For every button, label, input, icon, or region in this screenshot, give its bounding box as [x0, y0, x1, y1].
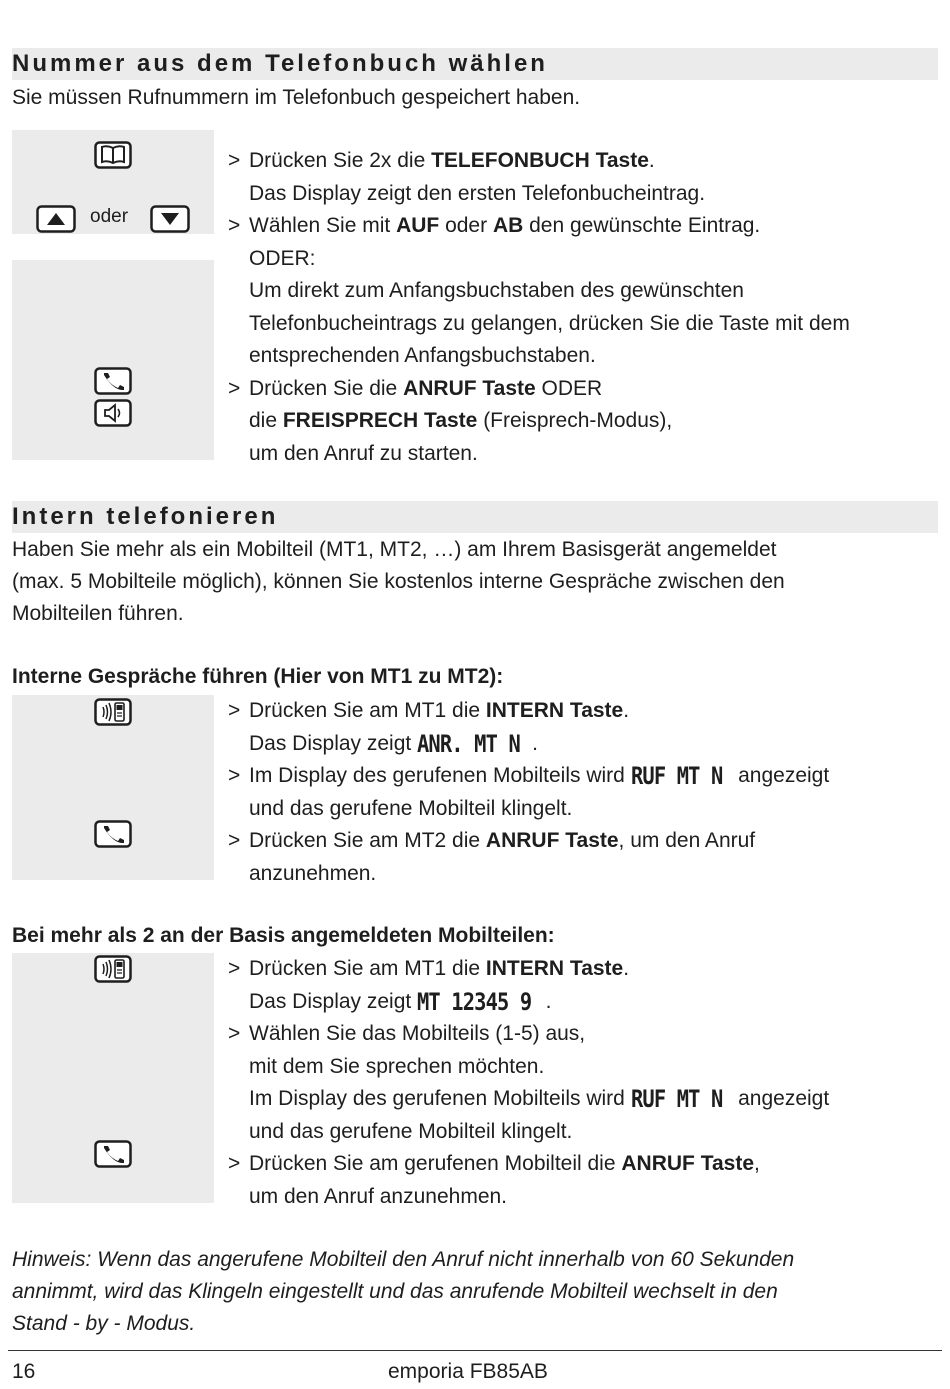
- bullet-marker: >: [228, 1152, 241, 1175]
- step-line: [228, 438, 850, 471]
- step-text: Drücken Sie am MT2 die: [249, 829, 486, 852]
- step-text: angezeigt: [732, 1087, 830, 1110]
- step-text: .: [623, 699, 630, 722]
- phonebook-icon: [94, 141, 132, 169]
- key-name: ANRUF Taste: [403, 376, 536, 400]
- section-intro-line: Mobilteilen führen.: [12, 602, 184, 625]
- step-text: , um den Anruf: [618, 829, 756, 852]
- call-icon: [94, 820, 132, 848]
- step-text: entsprechenden Anfangsbuchstaben.: [249, 344, 596, 367]
- step-text: Drücken Sie am MT1 die: [249, 957, 486, 980]
- step-line: [228, 760, 829, 793]
- step-text: (Freisprech-Modus),: [477, 409, 673, 432]
- step-line: [228, 405, 850, 438]
- key-name: FREISPRECH Taste: [282, 409, 478, 432]
- step-text: Das Display zeigt den ersten Telefonbucheintrag.: [249, 181, 706, 205]
- step-line: [228, 1018, 829, 1051]
- note-line: Hinweis: Wenn das angerufene Mobilteil den Anruf nicht innerhalb von 60 Sekunden: [12, 1248, 795, 1271]
- step-text: den gewünschte Eintrag.: [523, 214, 761, 237]
- step-line: [228, 243, 850, 276]
- bullet-marker: >: [228, 957, 241, 980]
- key-name: AUF: [396, 214, 440, 237]
- step-line: [228, 210, 850, 243]
- steps-more-handsets: [228, 953, 829, 1213]
- step-line: [228, 1181, 829, 1214]
- step-text: .: [545, 989, 552, 1013]
- step-line: [228, 1116, 829, 1149]
- step-text: Drücken Sie die: [249, 376, 404, 400]
- product-name: emporia FB85AB: [388, 1360, 548, 1383]
- key-name: AB: [492, 214, 524, 237]
- lcd-display-text: MT 12345 9: [417, 987, 532, 1016]
- step-line: [228, 373, 850, 406]
- step-line: [228, 953, 829, 986]
- step-text: anzunehmen.: [249, 861, 377, 885]
- page-number: 16: [12, 1360, 36, 1383]
- step-text: ODER: [535, 376, 603, 400]
- step-text: Telefonbucheintrags zu gelangen, drücken Sie die Taste mit dem: [249, 311, 850, 335]
- step-text: Wählen Sie mit: [249, 214, 397, 237]
- step-text: .: [623, 957, 630, 980]
- step-text: Drücken Sie 2x die: [249, 149, 432, 172]
- oder-label: oder: [90, 206, 129, 227]
- call-icon: [94, 367, 132, 395]
- step-text: angezeigt: [732, 764, 830, 787]
- step-text: Im Display des gerufenen Mobilteils wird: [249, 764, 631, 787]
- step-line: [228, 986, 829, 1019]
- section-intro-line: Haben Sie mehr als ein Mobilteil (MT1, MT2, …) am Ihrem Basisgerät angemeldet: [12, 538, 777, 561]
- step-text: .: [648, 149, 655, 172]
- key-name: TELEFONBUCH Taste: [431, 149, 649, 172]
- step-line: [228, 340, 850, 373]
- icon-panel: [12, 260, 214, 460]
- step-text: die: [249, 409, 283, 432]
- down-arrow-icon: [150, 205, 190, 233]
- intern-icon: [94, 955, 132, 983]
- step-text: Um direkt zum Anfangsbuchstaben des gewünschten: [249, 279, 744, 302]
- step-line: [228, 1051, 829, 1084]
- step-text: um den Anruf zu starten.: [249, 441, 478, 465]
- steps-intern-mt1-mt2: [228, 695, 829, 890]
- key-name: ANRUF Taste: [485, 829, 619, 852]
- step-text: oder: [439, 214, 493, 237]
- step-text: Das Display zeigt: [249, 731, 418, 755]
- note-line: Stand - by - Modus.: [12, 1312, 196, 1335]
- step-text: ODER:: [249, 246, 316, 270]
- step-text: um den Anruf anzunehmen.: [249, 1184, 508, 1208]
- steps-phonebook: [228, 145, 850, 470]
- speaker-icon: [94, 399, 132, 427]
- key-name: INTERN Taste: [485, 957, 624, 980]
- bullet-marker: >: [228, 376, 241, 400]
- lcd-display-text: RUF MT N: [630, 1085, 723, 1113]
- step-text: und das gerufene Mobilteil klingelt.: [249, 1119, 573, 1143]
- section-title-phonebook: Nummer aus dem Telefonbuch wählen: [12, 50, 548, 77]
- bullet-marker: >: [228, 829, 241, 852]
- bullet-marker: >: [228, 1022, 241, 1045]
- step-text: .: [532, 731, 538, 755]
- subheading-intern-mt1-mt2: Interne Gespräche führen (Hier von MT1 zu MT2):: [12, 665, 504, 688]
- step-text: Im Display des gerufenen Mobilteils wird: [249, 1087, 631, 1110]
- step-text: mit dem Sie sprechen möchten.: [249, 1054, 545, 1078]
- step-text: Wählen Sie das Mobilteils (1-5) aus,: [249, 1022, 586, 1045]
- step-line: [228, 858, 829, 891]
- note-line: annimmt, wird das Klingeln eingestellt und das anrufende Mobilteil wechselt in den: [12, 1280, 778, 1303]
- step-line: [228, 308, 850, 341]
- step-line: [228, 145, 850, 178]
- step-line: [228, 825, 829, 858]
- call-icon: [94, 1140, 132, 1168]
- step-line: [228, 695, 829, 728]
- lcd-display-text: RUF MT N: [630, 762, 723, 790]
- up-arrow-icon: [36, 205, 76, 233]
- lcd-display-text: ANR. MT N: [417, 729, 520, 758]
- step-text: Drücken Sie am MT1 die: [249, 699, 486, 722]
- step-line: [228, 275, 850, 308]
- bullet-marker: >: [228, 699, 241, 722]
- subheading-more-handsets: Bei mehr als 2 an der Basis angemeldeten Mobilteilen:: [12, 924, 555, 947]
- step-text: ,: [754, 1152, 760, 1175]
- step-line: [228, 793, 829, 826]
- intern-icon: [94, 698, 132, 726]
- section-title-intern: Intern telefonieren: [12, 503, 279, 530]
- step-text: und das gerufene Mobilteil klingelt.: [249, 796, 573, 820]
- section-intro-line: (max. 5 Mobilteile möglich), können Sie kostenlos interne Gespräche zwischen den: [12, 570, 785, 593]
- bullet-marker: >: [228, 214, 241, 237]
- step-line: [228, 1083, 829, 1116]
- key-name: INTERN Taste: [485, 699, 624, 722]
- footer-rule: [8, 1350, 942, 1351]
- step-line: [228, 728, 829, 761]
- key-name: ANRUF Taste: [621, 1152, 754, 1175]
- step-line: [228, 178, 850, 211]
- step-text: Das Display zeigt: [249, 989, 418, 1013]
- step-text: Drücken Sie am gerufenen Mobilteil die: [249, 1152, 622, 1175]
- bullet-marker: >: [228, 764, 241, 787]
- step-line: [228, 1148, 829, 1181]
- section-intro: Sie müssen Rufnummern im Telefonbuch gespeichert haben.: [12, 86, 581, 109]
- bullet-marker: >: [228, 149, 241, 172]
